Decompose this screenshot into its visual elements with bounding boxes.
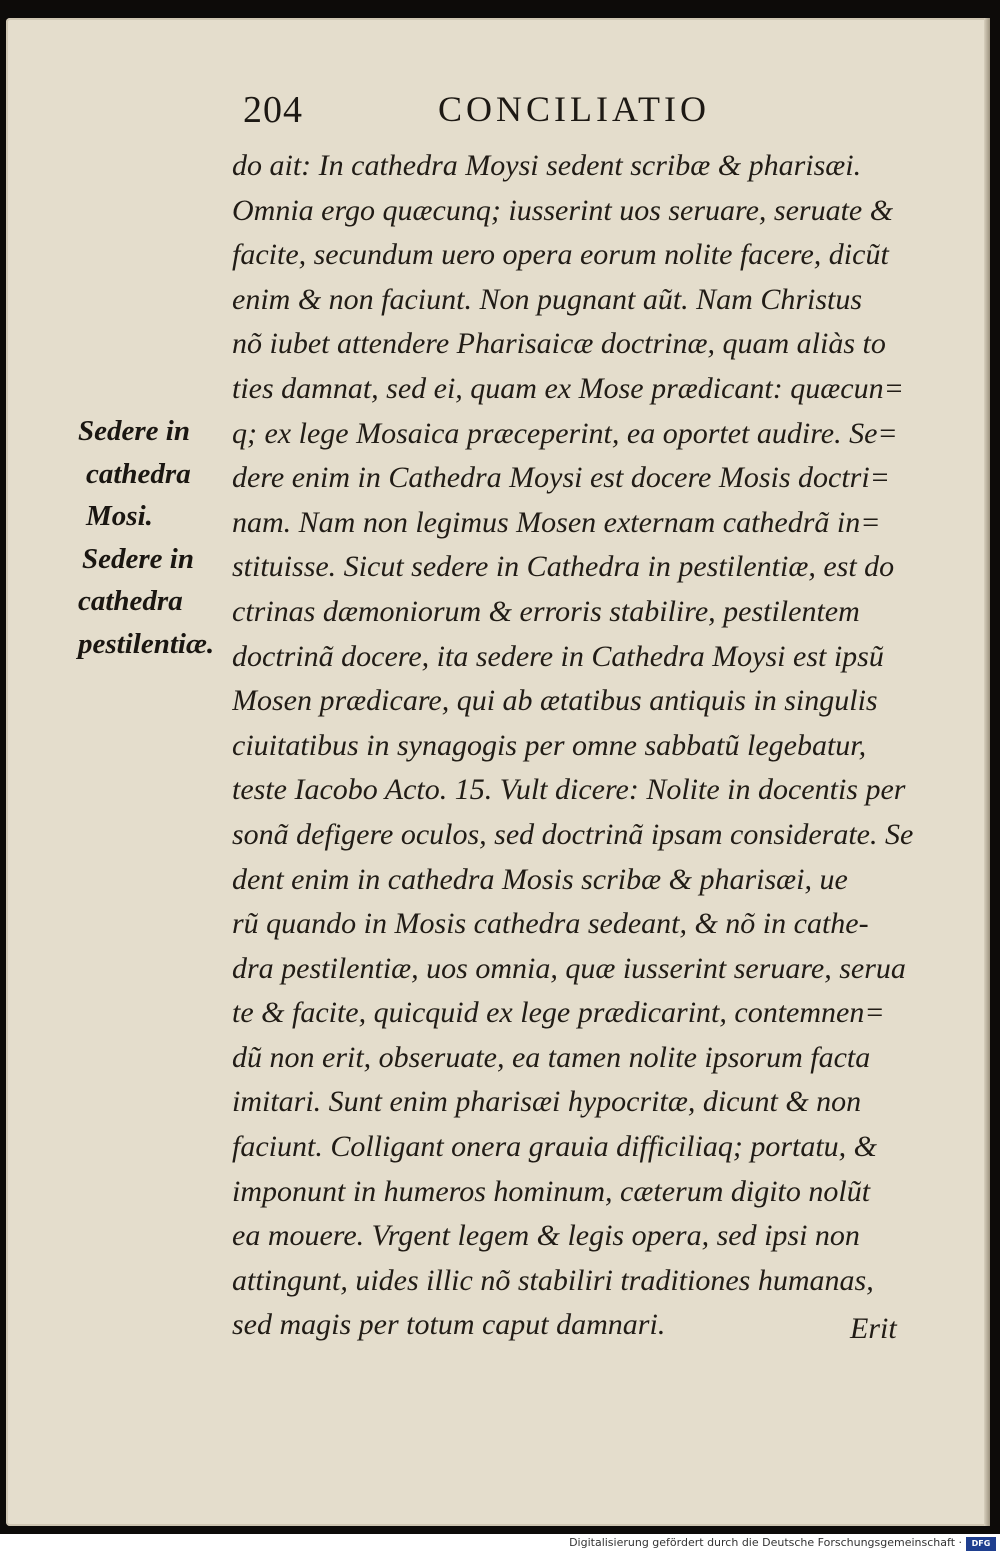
text-line: dere enim in Cathedra Moysi est docere Mosis doctri= — [232, 461, 890, 495]
text-line: imponunt in humeros hominum, cæterum digito nolũt — [232, 1174, 871, 1208]
text-line: attingunt, uides illic nõ stabiliri traditiones humanas, — [232, 1263, 874, 1297]
running-title: CONCILIATIO — [438, 89, 710, 129]
marginal-note-line: Sedere in — [78, 415, 190, 447]
text-line: enim & non faciunt. Non pugnant aũt. Nam Christus — [232, 282, 863, 316]
text-line: ties damnat, sed ei, quam ex Mose prædicant: quæcun= — [232, 371, 904, 405]
running-head — [0, 88, 1000, 136]
text-line: do ait: In cathedra Moysi sedent scribæ & pharisæi. — [232, 149, 862, 182]
marginal-note-line: Mosi. — [86, 500, 153, 532]
marginal-note-line: Sedere in — [82, 542, 194, 575]
text-line: ciuitatibus in synagogis per omne sabbatũ legebatur, — [232, 728, 867, 762]
text-line: rũ quando in Mosis cathedra sedeant, & nõ in cathe- — [232, 907, 869, 941]
text-line: dent enim in cathedra Mosis scribæ & pharisæi, ue — [232, 862, 848, 896]
text-line: q; ex lege Mosaica præceperint, ea oportet audire. Se= — [232, 416, 898, 450]
dfg-logo: DFG — [966, 1537, 996, 1551]
text-line: imitari. Sunt enim pharisæi hypocritæ, dicunt & non — [232, 1085, 862, 1119]
digitization-footer — [0, 1534, 1000, 1555]
text-line: teste Iacobo Acto. 15. Vult dicere: Nolite in docentis per — [232, 773, 906, 807]
marginal-note-line: pestilentiæ. — [78, 627, 215, 660]
page-edge — [984, 18, 990, 1526]
text-line: te & facite, quicquid ex lege prædicarint, contemnen= — [232, 996, 885, 1030]
text-line: Mosen prædicare, qui ab ætatibus antiquis in singulis — [232, 684, 878, 718]
text-line: doctrinã docere, ita sedere in Cathedra Moysi est ipsũ — [232, 639, 884, 673]
text-line: faciunt. Colligant onera grauia difficiliaq; portatu, & — [232, 1130, 877, 1164]
marginal-notes — [78, 410, 228, 665]
text-line: sed magis per totum caput damnari. — [232, 1308, 666, 1342]
page-number: 204 — [243, 89, 303, 131]
text-line: stituisse. Sicut sedere in Cathedra in pestilentiæ, est do — [232, 550, 895, 584]
text-line: nõ iubet attendere Pharisaicæ doctrinæ, quam aliàs to — [232, 327, 886, 361]
text-line: facite, secundum uero opera eorum nolite facere, dicũt — [232, 238, 889, 272]
text-line: dra pestilentiæ, uos omnia, quæ iusserint seruare, serua — [232, 951, 906, 985]
text-line: sonã defigere oculos, sed doctrinã ipsam considerate. Se — [232, 817, 914, 851]
text-line: ea mouere. Vrgent legem & legis opera, sed ipsi non — [232, 1219, 860, 1253]
text-line: dũ non erit, obseruate, ea tamen nolite ipsorum facta — [232, 1040, 871, 1074]
body-text — [232, 144, 922, 1348]
marginal-note-line: cathedra — [86, 457, 191, 490]
funding-credit: Digitalisierung gefördert durch die Deutsche Forschungsgemeinschaft · — [569, 1536, 962, 1549]
text-line: ctrinas dæmoniorum & erroris stabilire, pestilentem — [232, 594, 860, 628]
text-line: nam. Nam non legimus Mosen externam cathedrã in= — [232, 505, 881, 539]
marginal-note-line: cathedra — [78, 585, 183, 617]
catchword: Erit — [850, 1312, 897, 1345]
text-line: Omnia ergo quæcunq; iusserint uos seruare, seruate & — [232, 193, 894, 227]
